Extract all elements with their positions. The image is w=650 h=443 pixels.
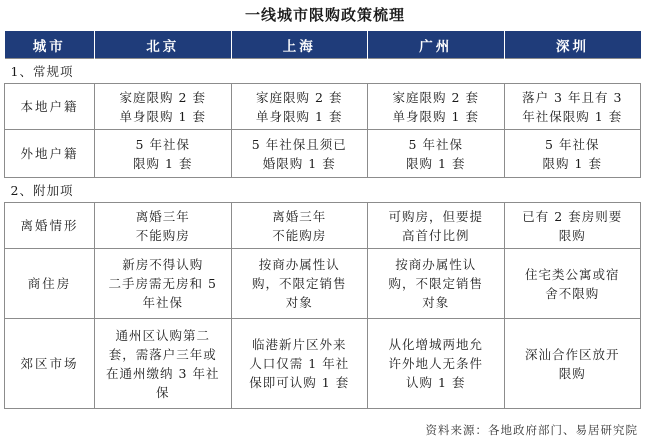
header-shanghai: 上海 — [231, 31, 368, 59]
table-cell: 新房不得认购 二手房需无房和 5 年社保 — [95, 249, 232, 319]
table-cell: 家庭限购 2 套 单身限购 1 套 — [368, 84, 505, 130]
page-title: 一线城市限购政策梳理 — [244, 6, 405, 24]
table-cell: 深汕合作区放开 限购 — [504, 319, 641, 409]
row-label: 本地户籍 — [5, 84, 95, 130]
table-cell: 已有 2 套房则要 限购 — [504, 203, 641, 249]
source-note: 资料来源：各地政府部门、易居研究院 — [425, 423, 638, 437]
row-label: 外地户籍 — [5, 130, 95, 178]
section-label: 1、常规项 — [5, 59, 641, 84]
section-row — [5, 59, 641, 84]
table-cell: 临港新片区外来 人口仅需 1 年社 保即可认购 1 套 — [231, 319, 368, 409]
table-row — [5, 249, 641, 319]
table-cell: 家庭限购 2 套 单身限购 1 套 — [95, 84, 232, 130]
table-row — [5, 203, 641, 249]
table-cell: 离婚三年 不能购房 — [95, 203, 232, 249]
table-cell: 5 年社保且须已 婚限购 1 套 — [231, 130, 368, 178]
table-cell: 5 年社保 限购 1 套 — [368, 130, 505, 178]
table-cell: 落户 3 年且有 3 年社保限购 1 套 — [504, 84, 641, 130]
header-beijing: 北京 — [95, 31, 232, 59]
header-row — [5, 31, 641, 59]
section-label: 2、附加项 — [5, 178, 641, 203]
table-cell: 离婚三年 不能购房 — [231, 203, 368, 249]
table-cell: 可购房，但要提 高首付比例 — [368, 203, 505, 249]
table-cell: 5 年社保 限购 1 套 — [504, 130, 641, 178]
header-guangzhou: 广州 — [368, 31, 505, 59]
row-label: 郊区市场 — [5, 319, 95, 409]
table-cell: 家庭限购 2 套 单身限购 1 套 — [231, 84, 368, 130]
table-cell: 通州区认购第二 套，需落户三年或 在通州缴纳 3 年社 保 — [95, 319, 232, 409]
table-cell: 从化增城两地允 许外地人无条件 认购 1 套 — [368, 319, 505, 409]
header-city: 城市 — [5, 31, 95, 59]
table-cell: 5 年社保 限购 1 套 — [95, 130, 232, 178]
row-label: 离婚情形 — [5, 203, 95, 249]
table-row — [5, 84, 641, 130]
policy-table — [4, 31, 641, 409]
table-cell: 按商办属性认 购，不限定销售 对象 — [368, 249, 505, 319]
header-shenzhen: 深圳 — [504, 31, 641, 59]
table-row — [5, 319, 641, 409]
table-cell: 按商办属性认 购，不限定销售 对象 — [231, 249, 368, 319]
table-row — [5, 130, 641, 178]
row-label: 商住房 — [5, 249, 95, 319]
section-row — [5, 178, 641, 203]
table-cell: 住宅类公寓或宿 舍不限购 — [504, 249, 641, 319]
